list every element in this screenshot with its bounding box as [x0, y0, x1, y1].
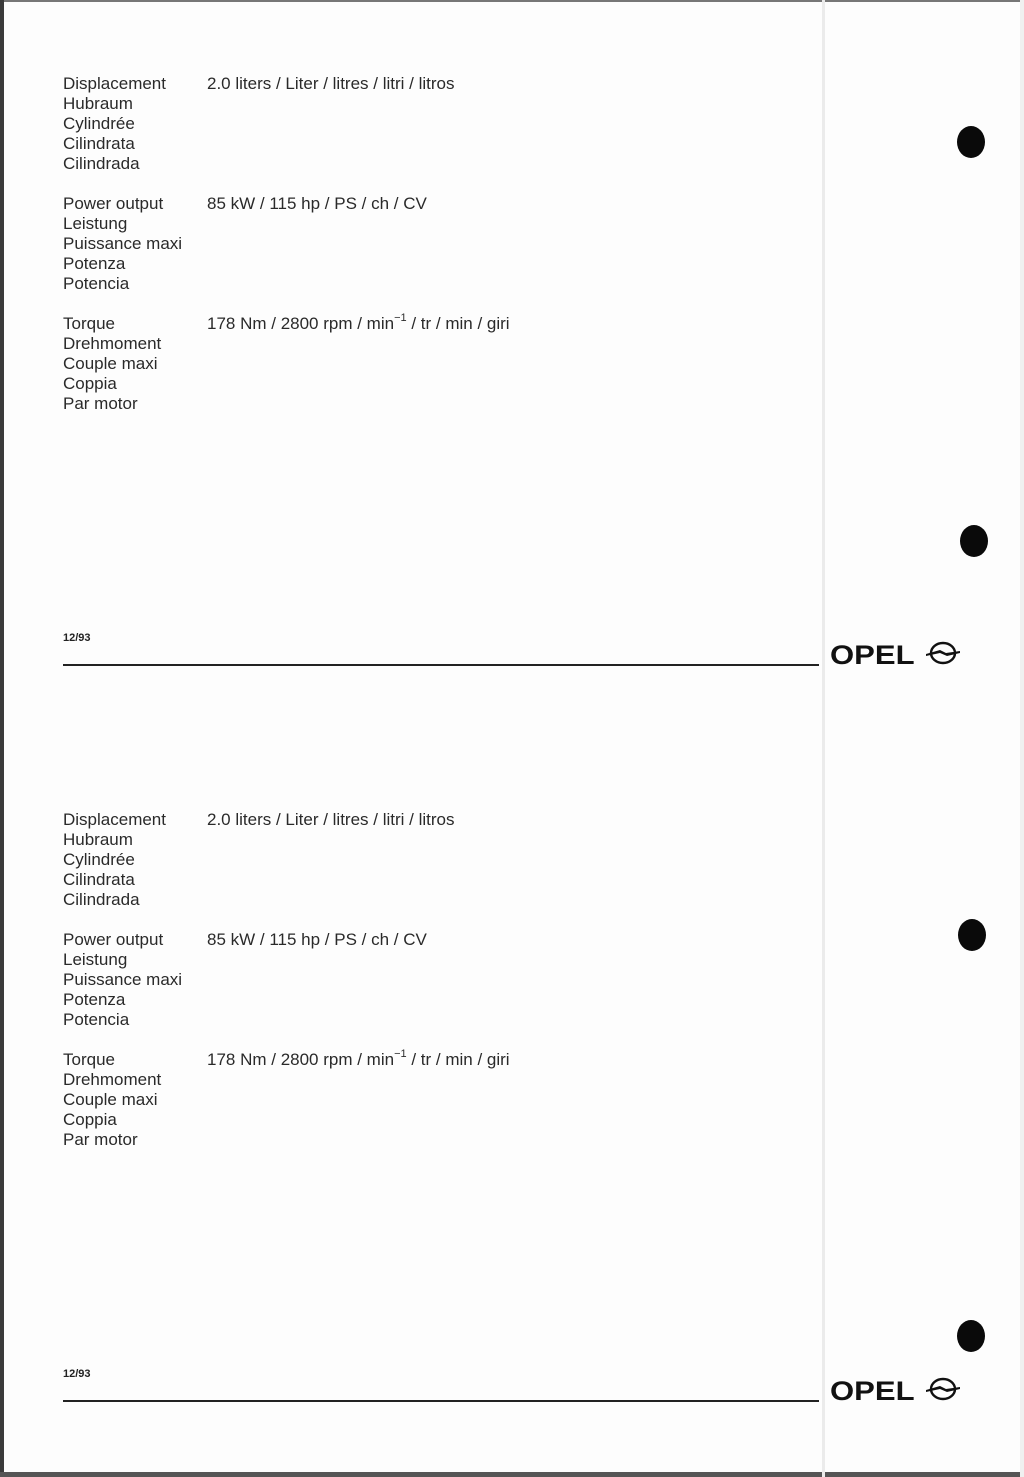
spec-value: 85 kW / 115 hp / PS / ch / CV	[207, 194, 427, 213]
spec-list	[63, 74, 803, 434]
spec-value: 2.0 liters / Liter / litres / litri / litros	[207, 74, 455, 93]
spec-label-fr: Puissance maxi	[63, 234, 183, 253]
spec-label-it: Coppia	[63, 1110, 117, 1129]
spec-row-torque	[63, 314, 803, 414]
spec-list	[63, 810, 803, 1170]
spec-label-fr: Cylindrée	[63, 850, 135, 869]
issue-date: 12/93	[63, 1368, 91, 1380]
spec-label-en: Torque	[63, 314, 115, 333]
spec-label-de: Drehmoment	[63, 1070, 162, 1089]
spec-value-rest: / tr / min / giri	[406, 1050, 510, 1069]
opel-blitz-icon	[926, 1376, 960, 1407]
spec-label-es: Cilindrada	[63, 154, 140, 173]
spec-row-displacement	[63, 810, 803, 910]
spec-value	[207, 1050, 510, 1150]
opel-blitz-icon	[926, 640, 960, 671]
brand-mark	[830, 1376, 960, 1407]
spec-value-rest: / tr / min / giri	[406, 314, 510, 333]
spec-label-es: Potencia	[63, 1010, 130, 1029]
spec-value-main: 178 Nm / 2800 rpm / min	[207, 314, 395, 333]
spec-label-it: Coppia	[63, 374, 117, 393]
spec-label-en: Displacement	[63, 74, 166, 93]
spec-label-it: Cilindrata	[63, 870, 135, 889]
footer-rule	[63, 664, 819, 666]
spec-labels	[63, 1050, 207, 1150]
spec-row-power	[63, 194, 803, 294]
spec-label-fr: Puissance maxi	[63, 970, 183, 989]
spec-value-superscript: −1	[394, 312, 407, 325]
spec-labels	[63, 930, 207, 1030]
spec-value: 85 kW / 115 hp / PS / ch / CV	[207, 930, 427, 949]
spec-labels	[63, 74, 207, 174]
brand-name: OPEL	[830, 1376, 915, 1406]
spec-label-es: Par motor	[63, 394, 138, 413]
spec-sheet-top	[0, 0, 1024, 700]
spec-label-de: Hubraum	[63, 830, 133, 849]
spec-label-en: Torque	[63, 1050, 115, 1069]
spec-label-es: Cilindrada	[63, 890, 140, 909]
spec-label-es: Par motor	[63, 1130, 138, 1149]
spec-value: 2.0 liters / Liter / litres / litri / litros	[207, 810, 455, 829]
spec-row-torque	[63, 1050, 803, 1150]
spec-sheet-bottom	[0, 736, 1024, 1436]
brand-mark	[830, 640, 960, 671]
spec-value-main: 178 Nm / 2800 rpm / min	[207, 1050, 395, 1069]
spec-value	[207, 314, 510, 414]
spec-label-fr: Couple maxi	[63, 354, 158, 373]
spec-label-de: Drehmoment	[63, 334, 162, 353]
spec-label-it: Potenza	[63, 254, 126, 273]
spec-labels	[63, 810, 207, 910]
spec-label-de: Hubraum	[63, 94, 133, 113]
issue-date: 12/93	[63, 632, 91, 644]
spec-label-de: Leistung	[63, 950, 128, 969]
brand-name: OPEL	[830, 640, 915, 670]
footer-rule	[63, 1400, 819, 1402]
spec-label-en: Power output	[63, 930, 164, 949]
spec-label-en: Power output	[63, 194, 164, 213]
spec-row-power	[63, 930, 803, 1030]
spec-label-fr: Couple maxi	[63, 1090, 158, 1109]
scan-border-bottom	[0, 1472, 1024, 1477]
spec-row-displacement	[63, 74, 803, 174]
spec-label-it: Potenza	[63, 990, 126, 1009]
spec-label-de: Leistung	[63, 214, 128, 233]
spec-label-es: Potencia	[63, 274, 130, 293]
spec-label-en: Displacement	[63, 810, 166, 829]
spec-labels	[63, 194, 207, 294]
spec-value-superscript: −1	[394, 1048, 407, 1061]
spec-labels	[63, 314, 207, 414]
spec-label-it: Cilindrata	[63, 134, 135, 153]
spec-label-fr: Cylindrée	[63, 114, 135, 133]
